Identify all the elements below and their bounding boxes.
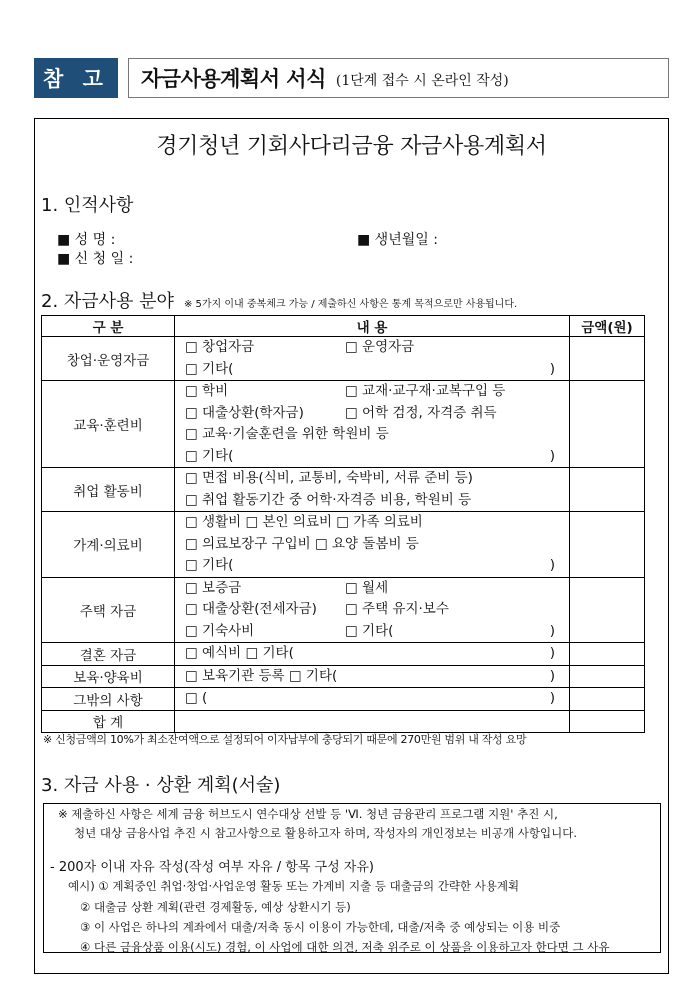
checkbox-option[interactable]: □ 어학 검정, 자격증 취득: [345, 404, 497, 421]
checkbox-option[interactable]: □ (: [185, 690, 208, 706]
other-close-paren: [555, 534, 569, 556]
example-4: ④ 다른 금융상품 이용(시도) 경험, 이 사업에 대한 의견, 저축 위주로 이 상품을 이용하고자 한다면 그 사유: [80, 940, 610, 954]
other-close-paren: [555, 337, 569, 359]
table-row: [42, 381, 645, 468]
amount-input-cell[interactable]: [570, 643, 645, 666]
table-row: [42, 688, 645, 711]
option-line: [185, 403, 569, 425]
example-2: ② 대출금 상환 계획(관련 경제활동, 예상 상환시기 등): [80, 900, 351, 914]
option-line: [185, 621, 569, 643]
checkbox-option[interactable]: □ 면접 비용(식비, 교통비, 숙박비, 서류 준비 등): [185, 470, 473, 486]
table-row: [42, 577, 645, 643]
name-field-label: ■ 성 명 :: [57, 232, 116, 248]
birth-field-label: ■ 생년월일 :: [357, 232, 438, 248]
section2-note: ※ 5가지 이내 중복체크 가능 / 제출하신 사항은 통계 목적으로만 사용됩니다.: [183, 299, 518, 310]
row-options[interactable]: [175, 710, 570, 733]
section3-heading: 3. 자금 사용 · 상환 계획(서술): [41, 775, 281, 796]
col-content: 내 용: [175, 316, 570, 337]
section1-heading: 1. 인적사항: [41, 195, 134, 216]
checkbox-option[interactable]: □ 예식비 □ 기타(: [185, 645, 294, 661]
checkbox-option[interactable]: □ 보증금: [185, 579, 242, 596]
checkbox-option[interactable]: □ 창업자금: [185, 339, 255, 355]
form-subtitle: (1단계 접수 시 온라인 작성): [335, 72, 509, 89]
other-close-paren: [555, 512, 569, 534]
option-line: [185, 643, 569, 665]
option-line: [185, 490, 569, 512]
other-close-paren: [555, 403, 569, 425]
checkbox-option[interactable]: □ 월세: [345, 579, 389, 596]
amount-input-cell[interactable]: [570, 512, 645, 578]
col-amount: 금액(원): [570, 316, 645, 337]
row-options[interactable]: [175, 468, 570, 512]
other-close-paren: [555, 599, 569, 621]
option-line: [185, 381, 569, 403]
section2-heading: 2. 자금사용 분야: [41, 291, 174, 312]
checkbox-option[interactable]: □ 기타(: [185, 360, 234, 377]
option-line: [185, 337, 569, 359]
apply-date-label: ■ 신 청 일 :: [57, 251, 134, 267]
row-options[interactable]: [175, 337, 570, 381]
amount-input-cell[interactable]: [570, 337, 645, 381]
amount-input-cell[interactable]: [570, 381, 645, 468]
instruction-line: - 200자 이내 자유 작성(작성 여부 자유 / 항목 구성 자유): [50, 860, 374, 875]
other-close-paren: ): [549, 667, 555, 684]
other-close-paren: [555, 578, 569, 600]
example-1: 예시) ① 계획중인 취업·창업·사업운영 활동 또는 가계비 지출 등 대출금의 간략한 사용계획: [68, 879, 520, 893]
table-row: [42, 468, 645, 512]
row-category: 보육·양육비: [42, 665, 175, 688]
other-close-paren: ): [549, 557, 555, 573]
option-line: [185, 512, 569, 534]
table-row: [42, 665, 645, 688]
plan-description-box[interactable]: [43, 803, 661, 953]
row-category: 주택 자금: [42, 577, 175, 643]
row-category: 가계·의료비: [42, 512, 175, 578]
row-category: 그밖의 사항: [42, 688, 175, 711]
section2-heading-row: [41, 287, 517, 313]
checkbox-option[interactable]: □ 생활비 □ 본인 의료비 □ 가족 의료비: [185, 514, 423, 530]
example-3: ③ 이 사업은 하나의 계좌에서 대출/저축 동시 이용이 가능한데, 대출/저축 중 예상되는 이용 비중: [80, 920, 561, 934]
col-category: 구 분: [42, 316, 175, 337]
notice-line-2: 청년 대상 금융사업 추진 시 참고사항으로 활용하고자 하며, 작성자의 개인정보는 비공개 사항입니다.: [74, 826, 577, 840]
other-close-paren: ): [549, 360, 555, 377]
row-category: 창업·운영자금: [42, 337, 175, 381]
other-close-paren: [555, 490, 569, 512]
checkbox-option[interactable]: □ 교재·교구재·교복구입 등: [345, 383, 506, 399]
table-row: [42, 512, 645, 578]
option-line: [185, 599, 569, 621]
notice-line-1: ※ 제출하신 사항은 세계 금융 허브도시 연수대상 선발 등 'Ⅵ. 청년 금융관리 프로그램 지원' 추진 시,: [58, 807, 558, 821]
fund-usage-table: [41, 315, 645, 733]
amount-input-cell[interactable]: [570, 577, 645, 643]
option-line: [185, 666, 569, 688]
other-close-paren: [555, 468, 569, 490]
document-frame: [34, 118, 669, 974]
reference-badge: 참 고: [34, 58, 118, 98]
checkbox-option[interactable]: □ 보육기관 등록 □ 기타(: [185, 667, 338, 684]
table-header: [42, 316, 645, 337]
other-close-paren: ): [549, 622, 555, 639]
row-category: 합 계: [42, 710, 175, 733]
option-line: [185, 446, 569, 468]
form-title-box: [128, 58, 669, 98]
checkbox-option[interactable]: □ 주택 유지·보수: [345, 601, 449, 617]
row-options[interactable]: [175, 381, 570, 468]
other-close-paren: ): [549, 645, 555, 661]
option-line: [185, 424, 569, 446]
amount-input-cell[interactable]: [570, 468, 645, 512]
checkbox-option[interactable]: □ 운영자금: [345, 339, 415, 355]
row-options[interactable]: [175, 688, 570, 711]
option-line: [185, 534, 569, 556]
other-close-paren: [555, 381, 569, 403]
other-close-paren: [555, 711, 569, 733]
row-options[interactable]: [175, 512, 570, 578]
table-row: [42, 710, 645, 733]
checkbox-option[interactable]: □ 기타(: [185, 447, 234, 464]
document-title: 경기청년 기회사다리금융 자금사용계획서: [156, 134, 547, 159]
row-category: 취업 활동비: [42, 468, 175, 512]
checkbox-option[interactable]: □ 교육·기술훈련을 위한 학원비 등: [185, 426, 389, 442]
option-line: [185, 578, 569, 600]
row-category: 교육·훈련비: [42, 381, 175, 468]
option-line: [185, 688, 569, 710]
checkbox-option[interactable]: □ 대출상환(전세자금): [185, 601, 317, 617]
checkbox-option[interactable]: □ 학비: [185, 383, 229, 399]
amount-input-cell[interactable]: [570, 665, 645, 688]
other-close-paren: ): [549, 690, 555, 706]
option-line: [185, 711, 569, 733]
option-line: [185, 555, 569, 577]
amount-input-cell[interactable]: [570, 710, 645, 733]
row-options[interactable]: [175, 643, 570, 666]
row-category: 결혼 자금: [42, 643, 175, 666]
checkbox-option[interactable]: □ 기타(: [345, 622, 394, 639]
row-options[interactable]: [175, 665, 570, 688]
checkbox-option[interactable]: □ 취업 활동기간 중 어학·자격증 비용, 학원비 등: [185, 491, 472, 508]
amount-input-cell[interactable]: [570, 688, 645, 711]
table-row: [42, 337, 645, 381]
checkbox-option[interactable]: □ 기숙사비: [185, 622, 255, 639]
other-close-paren: [555, 424, 569, 446]
option-line: [185, 468, 569, 490]
option-line: [185, 359, 569, 381]
checkbox-option[interactable]: □ 대출상환(학자금): [185, 404, 304, 421]
amount-footnote: ※ 신청금액의 10%가 최소잔여액으로 설정되어 이자납부에 충당되기 때문에 270만원 범위 내 작성 요망: [43, 733, 527, 746]
other-close-paren: ): [549, 447, 555, 464]
row-options[interactable]: [175, 577, 570, 643]
table-row: [42, 643, 645, 666]
checkbox-option[interactable]: □ 기타(: [185, 557, 234, 573]
checkbox-option[interactable]: □ 의료보장구 구입비 □ 요양 돌봄비 등: [185, 535, 419, 552]
form-title: 자금사용계획서 서식: [141, 67, 326, 91]
